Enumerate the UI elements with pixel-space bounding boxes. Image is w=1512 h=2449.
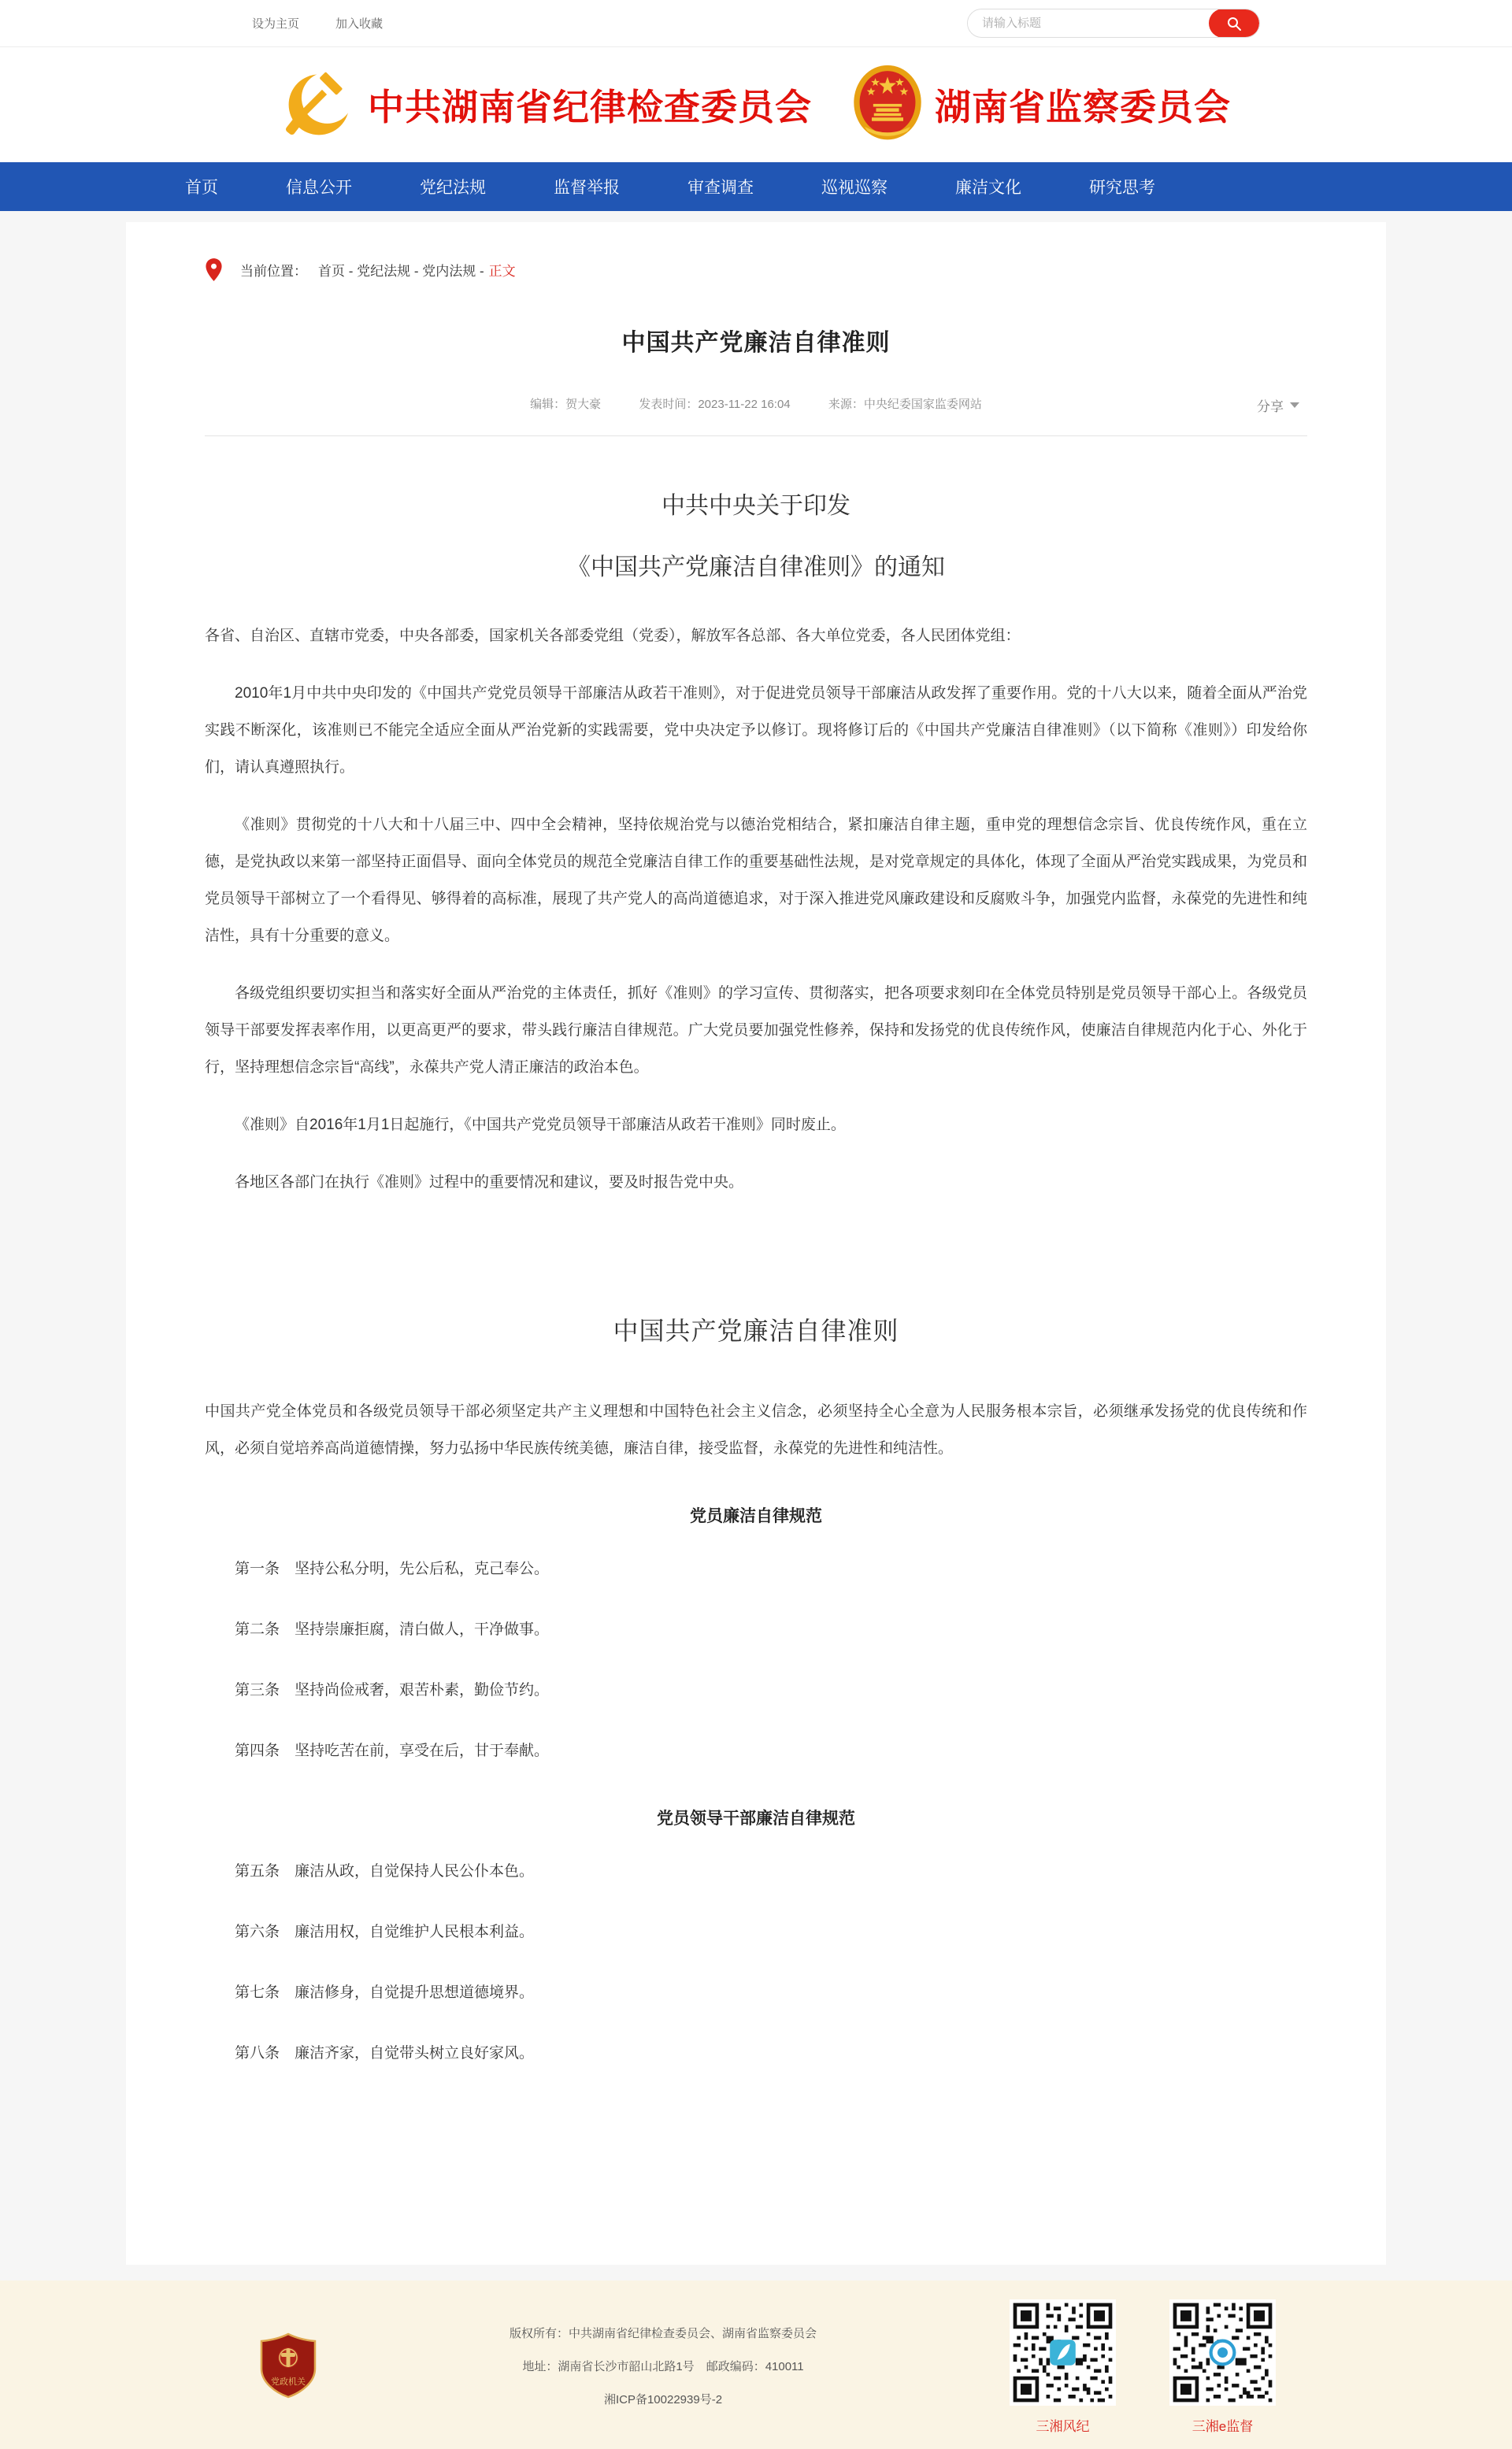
notice-heading-line1: 中共中央关于印发 [662,493,850,519]
nav-item-research[interactable]: 研究思考 [1089,179,1155,197]
party-emblem-icon [281,65,357,145]
paragraph: 《准则》贯彻党的十八大和十八届三中、四中全会精神，坚持依规治党与以德治党相结合，紧扣廉洁自律主题，重申党的理想信念宗旨、优良传统作风，重在立德，是党执政以来第一部坚持正面倡导、面向全体党员的规范全党廉洁自律工作的重要基础性法规，是对党章规定的具体化，体现了全面从严治党实践成果，为党员和党员领导干部树立了一个看得见、够得着的高标准，展现了共产党人的高尚道德追求，对于深入推进党风廉政建设和反腐败斗争，加强党内监督，永葆党的先进性和纯洁性，具有十分重要的意义。 [205,817,1307,944]
main-nav [0,162,1512,211]
page-title: 中国共产党廉洁自律准则 [621,330,891,356]
section-heading-cadres: 党员领导干部廉洁自律规范 [657,1810,855,1828]
set-home-link[interactable]: 设为主页 [252,17,300,31]
qr-code-icon [1169,2299,1276,2406]
document-title: 中国共产党廉洁自律准则 [613,1317,899,1345]
nav-item-report[interactable]: 监督举报 [554,179,620,197]
add-favorite-link[interactable]: 加入收藏 [335,17,384,31]
qr-block-sanxiang-e-jiandu [1169,2299,1276,2435]
paragraph: 《准则》自2016年1月1日起施行，《中国共产党党员领导干部廉洁从政若干准则》同时废止。 [235,1117,846,1133]
footer-copyright: 版权所有：中共湖南省纪律检查委员会、湖南省监察委员会 [509,2327,817,2340]
nav-item-info[interactable]: 信息公开 [286,179,352,197]
rule-item: 第一条 坚持公私分明，先公后私，克己奉公。 [235,1561,550,1577]
rule-item: 第三条 坚持尚俭戒奢，艰苦朴素，勤俭节约。 [235,1682,550,1699]
section-heading-members: 党员廉洁自律规范 [690,1507,822,1525]
article-meta [205,395,1307,412]
notice-heading [205,490,1307,584]
paragraph: 各级党组织要切实担当和落实好全面从严治党的主体责任，抓好《准则》的学习宣传、贯彻落实，把各项要求刻印在全体党员特别是党员领导干部心上。各级党员领导干部要发挥表率作用，以更高更严的要求，带头践行廉洁自律规范。广大党员要加强党性修养，保持和发扬党的优良传统作风，使廉洁自律规范内化于心、外化于行，坚持理想信念宗旨“高线”，永葆共产党人清正廉洁的政治本色。 [205,985,1307,1076]
caret-down-icon [1290,402,1299,408]
document-intro: 中国共产党全体党员和各级党员领导干部必须坚定共产主义理想和中国特色社会主义信念，必须坚持全心全意为人民服务根本宗旨，必须继承发扬党的优良传统和作风，必须自觉培养高尚道德情操，努力弘扬中华民族传统美德，廉洁自律，接受监督，永葆党的先进性和纯洁性。 [205,1403,1307,1457]
rule-item: 第二条 坚持崇廉拒腐，清白做人，干净做事。 [235,1621,550,1638]
qr2-label: 三湘e监督 [1191,2419,1254,2434]
search-icon [1226,16,1242,31]
rule-item: 第五条 廉洁从政，自觉保持人民公仆本色。 [235,1863,535,1880]
nav-item-culture[interactable]: 廉洁文化 [955,179,1021,197]
site-title-jianwei: 湖南省监察委员会 [935,87,1231,128]
qr-group [1010,2299,1276,2435]
footer [0,2280,1512,2449]
notice-heading-line2: 《中国共产党廉洁自律准则》的通知 [567,554,945,580]
rule-item: 第六条 廉洁用权，自觉维护人民根本利益。 [235,1924,535,1940]
nav-item-regulations[interactable]: 党纪法规 [420,179,486,197]
site-title-jiwei: 中共湖南省纪律检查委员会 [368,87,812,128]
rule-item: 第八条 廉洁齐家，自觉带头树立良好家风。 [235,2045,535,2062]
topbar [0,0,1512,47]
badge-label: 党政机关 [271,2377,306,2387]
breadcrumb-current: 正文 [488,264,516,279]
paragraph: 各省、自治区、直辖市党委，中央各部委，国家机关各部委党组（党委），解放军各总部、各大单位党委，各人民团体党组： [205,628,1021,644]
share-label: 分享 [1257,399,1284,414]
breadcrumb [205,257,1307,282]
breadcrumb-trail[interactable]: 首页 - 党纪法规 - 党内法规 - [318,264,484,279]
rule-item: 第四条 坚持吃苦在前，享受在后，甘于奉献。 [235,1743,550,1759]
footer-icp: 湘ICP备10022939号-2 [603,2393,723,2406]
meta-editor: 编辑：贺大豪 [530,398,602,411]
content-wrap [0,211,1512,2280]
qr1-label: 三湘风纪 [1036,2419,1090,2434]
search-input[interactable] [968,17,1209,30]
location-pin-icon [205,257,223,282]
footer-text [317,2317,1010,2417]
nav-item-inspection[interactable]: 巡视巡察 [821,179,888,197]
paragraph: 各地区各部门在执行《准则》过程中的重要情况和建议，要及时报告党中央。 [235,1174,744,1191]
share-button[interactable] [1257,395,1299,415]
paragraph: 2010年1月中共中央印发的《中国共产党党员领导干部廉洁从政若干准则》，对于促进党员领导干部廉洁从政发挥了重要作用。党的十八大以来，随着全面从严治党实践不断深化，该准则已不能完全适应全面从严治党新的实践需要，党中央决定予以修订。现将修订后的《中国共产党廉洁自律准则》（以下简称《准则》）印发给你们，请认真遵照执行。 [205,685,1307,776]
meta-source: 来源：中央纪委国家监委网站 [828,398,982,411]
article-card [126,222,1386,2265]
footer-address: 地址：湖南省长沙市韶山北路1号 邮政编码：410011 [522,2360,804,2373]
search-button[interactable] [1209,9,1259,38]
qr-code-icon [1010,2299,1116,2406]
meta-publish-time: 发表时间：2023-11-22 16:04 [639,398,791,411]
search-box [967,9,1260,38]
nav-item-investigation[interactable]: 审查调查 [687,179,754,197]
qr-block-sanxiangfengji [1010,2299,1116,2435]
government-badge-icon [260,2332,317,2403]
article-body [205,617,1307,1201]
meta-divider [205,435,1307,436]
nav-item-home[interactable]: 首页 [185,179,218,197]
breadcrumb-label: 当前位置： [240,264,307,279]
national-emblem-icon [851,64,924,146]
site-header [0,47,1512,162]
rule-item: 第七条 廉洁修身，自觉提升思想道德境界。 [235,1984,535,2001]
